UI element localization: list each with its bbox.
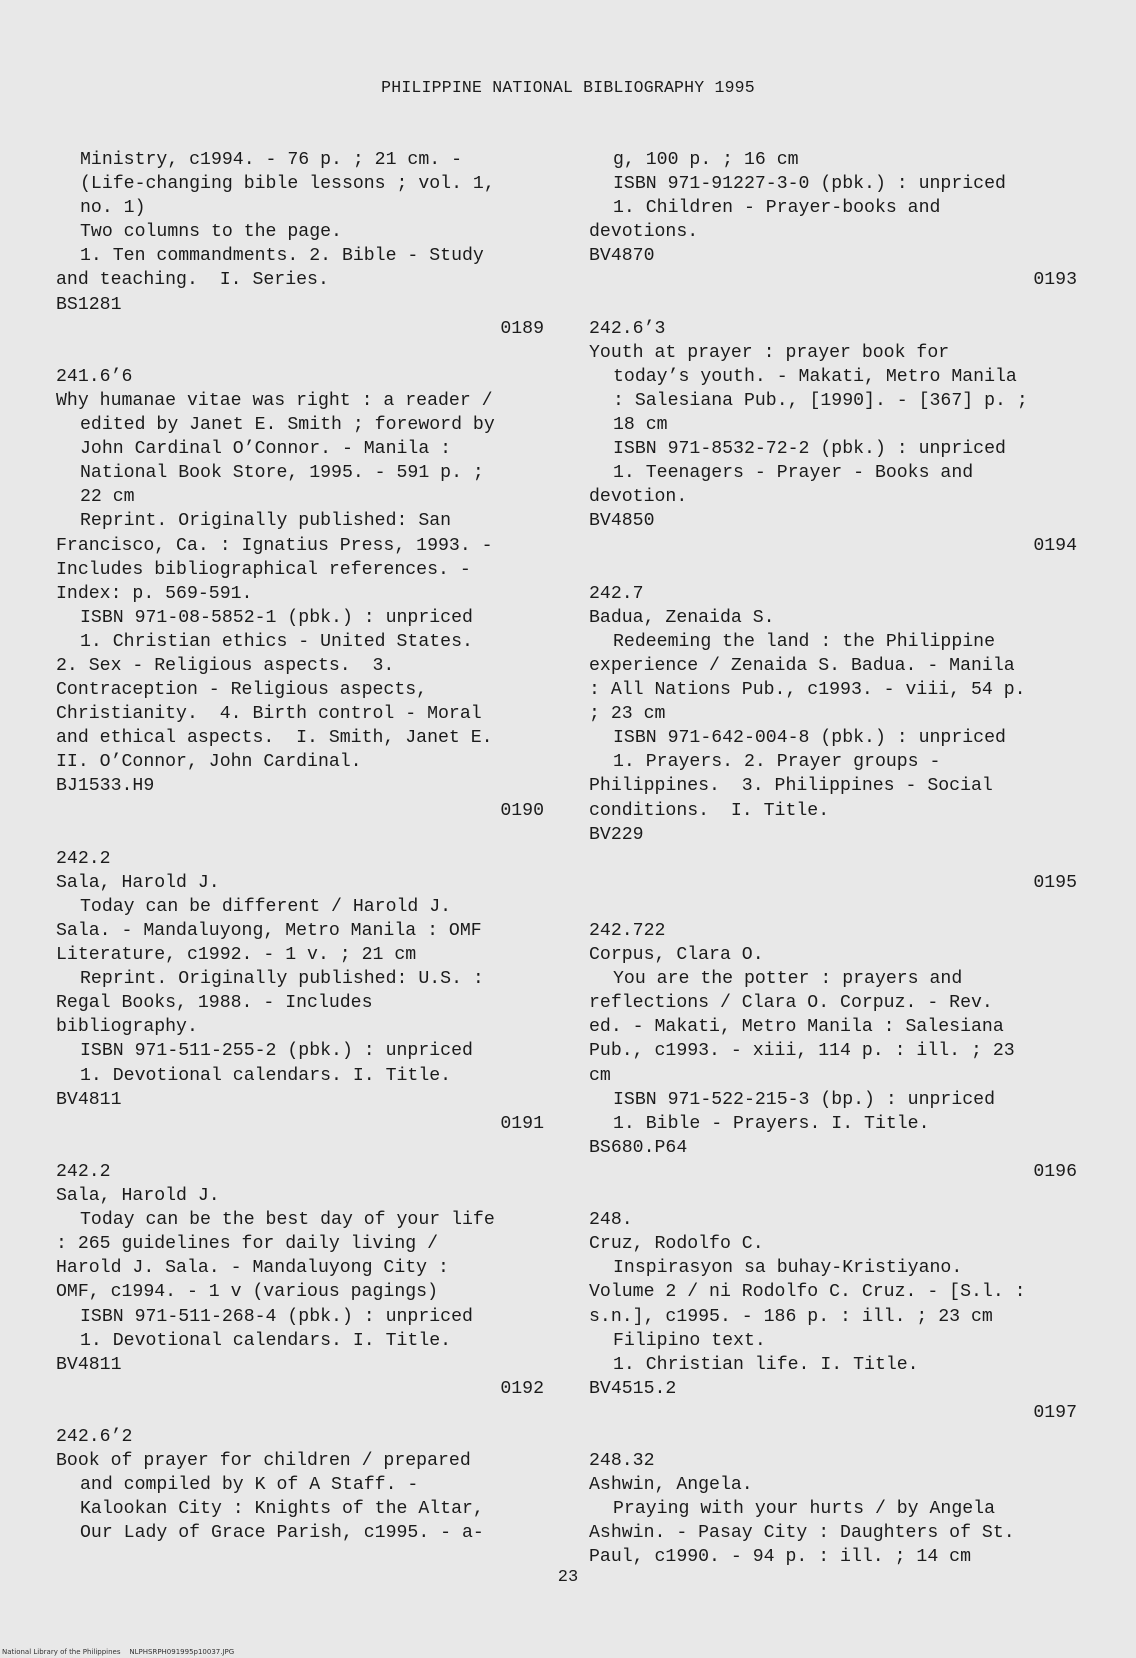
entry-title: John Cardinal O’Connor. - Manila : bbox=[80, 439, 452, 460]
class-number: 242.722 bbox=[589, 921, 666, 941]
page-title: PHILIPPINE NATIONAL BIBLIOGRAPHY 1995 bbox=[381, 78, 755, 97]
entry-0197 bbox=[589, 1208, 1079, 1425]
entry-note: Includes bibliographical references. - bbox=[56, 559, 471, 580]
entry-subjects: 1. Christian life. I. Title. bbox=[613, 1354, 919, 1375]
entry-number: 0190 bbox=[500, 800, 544, 821]
entry-title: Why humanae vitae was right : a reader / bbox=[56, 390, 493, 411]
entry-title: OMF, c1994. - 1 v (various pagings) bbox=[56, 1282, 438, 1303]
entry-subjects: 1. Teenagers - Prayer - Books and bbox=[613, 463, 974, 484]
entry-title: cm bbox=[589, 1065, 611, 1086]
entry-isbn: ISBN 971-511-255-2 (pbk.) : unpriced bbox=[80, 1041, 473, 1062]
entry-subjects: and ethical aspects. I. Smith, Janet E. bbox=[56, 728, 493, 749]
entry-title: edited by Janet E. Smith ; foreword by bbox=[80, 415, 495, 436]
entry-title: Volume 2 / ni Rodolfo C. Cruz. - [S.l. : bbox=[589, 1282, 1026, 1303]
entry-note: bibliography. bbox=[56, 1017, 198, 1038]
entry-isbn: ISBN 971-522-215-3 (bp.) : unpriced bbox=[613, 1089, 995, 1110]
class-number: 242.2 bbox=[56, 1161, 111, 1182]
entry-subjects: Philippines. 3. Philippines - Social bbox=[589, 776, 993, 797]
call-number: BV4870 bbox=[589, 246, 655, 267]
page-number: 23 bbox=[557, 1568, 579, 1587]
entry-subjects: 1. Devotional calendars. I. Title. bbox=[80, 1065, 452, 1086]
entry-title: s.n.], c1995. - 186 p. : ill. ; 23 cm bbox=[589, 1306, 993, 1327]
entry-title: Redeeming the land : the Philippine bbox=[613, 631, 995, 652]
left-column bbox=[56, 148, 546, 1545]
entry-subjects: 1. Devotional calendars. I. Title. bbox=[80, 1330, 452, 1351]
class-number: 242.6’3 bbox=[589, 318, 666, 339]
entry-note: Filipino text. bbox=[613, 1330, 766, 1351]
entry-note: Index: p. 569-591. bbox=[56, 583, 253, 604]
class-number: 241.6’6 bbox=[56, 366, 133, 387]
entry-number: 0191 bbox=[500, 1113, 544, 1134]
entry-line: no. 1) bbox=[80, 198, 146, 219]
entry-0190 bbox=[56, 365, 546, 823]
entry-title: National Book Store, 1995. - 591 p. ; bbox=[80, 463, 484, 484]
entry-0198-start bbox=[589, 1449, 1079, 1569]
entry-subjects: conditions. I. Title. bbox=[589, 800, 830, 821]
entry-note: Regal Books, 1988. - Includes bbox=[56, 993, 373, 1014]
entry-title: You are the potter : prayers and bbox=[613, 969, 963, 990]
entry-title: Inspirasyon sa buhay-Kristiyano. bbox=[613, 1258, 963, 1279]
entry-subjects: 1. Prayers. 2. Prayer groups - bbox=[613, 752, 941, 773]
entry-line: g, 100 p. ; 16 cm bbox=[613, 150, 799, 170]
entry-author: Sala, Harold J. bbox=[56, 1186, 220, 1207]
entry-0195 bbox=[589, 582, 1079, 895]
class-number: 242.2 bbox=[56, 848, 111, 869]
entry-subjects: devotion. bbox=[589, 487, 688, 508]
entry-isbn: ISBN 971-8532-72-2 (pbk.) : unpriced bbox=[613, 439, 1006, 460]
class-number: 248.32 bbox=[589, 1451, 655, 1472]
entry-title: experience / Zenaida S. Badua. - Manila bbox=[589, 655, 1015, 676]
entry-title: Today can be the best day of your life bbox=[80, 1210, 495, 1231]
entry-isbn: ISBN 971-511-268-4 (pbk.) : unpriced bbox=[80, 1306, 473, 1327]
entry-subjects: 1. Ten commandments. 2. Bible - Study bbox=[80, 246, 484, 267]
call-number: BV4850 bbox=[589, 511, 655, 532]
call-number: BV229 bbox=[589, 824, 644, 845]
entry-subjects: Christianity. 4. Birth control - Moral bbox=[56, 704, 482, 725]
entry-title: : All Nations Pub., c1993. - viii, 54 p. bbox=[589, 680, 1026, 701]
class-number: 248. bbox=[589, 1210, 633, 1231]
entry-title: Book of prayer for children / prepared bbox=[56, 1451, 471, 1472]
entry-number: 0192 bbox=[500, 1378, 544, 1399]
entry-subjects: II. O’Connor, John Cardinal. bbox=[56, 752, 362, 773]
entry-0189 bbox=[56, 148, 546, 341]
class-number: 242.6’2 bbox=[56, 1426, 133, 1447]
entry-subjects: and teaching. I. Series. bbox=[56, 270, 329, 291]
entry-number: 0189 bbox=[500, 318, 544, 339]
scan-footer: National Library of the Philippines NLPHSRPH091995p10037.JPG bbox=[2, 1648, 235, 1656]
entry-author: Badua, Zenaida S. bbox=[589, 607, 775, 628]
entry-title: today’s youth. - Makati, Metro Manila bbox=[613, 366, 1017, 387]
entry-title: 18 cm bbox=[613, 415, 668, 436]
entry-line: (Life-changing bible lessons ; vol. 1, bbox=[80, 174, 495, 195]
entry-title: Kalookan City : Knights of the Altar, bbox=[80, 1499, 484, 1520]
entry-isbn: ISBN 971-91227-3-0 (pbk.) : unpriced bbox=[613, 174, 1006, 195]
call-number: BV4811 bbox=[56, 1089, 122, 1110]
entry-title: ed. - Makati, Metro Manila : Salesiana bbox=[589, 1017, 1004, 1038]
class-number: 242.7 bbox=[589, 583, 644, 604]
entry-note: Francisco, Ca. : Ignatius Press, 1993. - bbox=[56, 535, 493, 556]
entry-note: Reprint. Originally published: U.S. : bbox=[80, 969, 484, 990]
right-column bbox=[589, 148, 1079, 1570]
entry-subjects: 2. Sex - Religious aspects. 3. bbox=[56, 655, 395, 676]
entry-line: Ministry, c1994. - 76 p. ; 21 cm. - bbox=[80, 150, 462, 170]
entry-isbn: ISBN 971-08-5852-1 (pbk.) : unpriced bbox=[80, 607, 473, 628]
entry-author: Sala, Harold J. bbox=[56, 872, 220, 893]
entry-number: 0194 bbox=[1033, 535, 1077, 556]
call-number: BJ1533.H9 bbox=[56, 776, 155, 797]
call-number: BV4811 bbox=[56, 1354, 122, 1375]
entry-author: Ashwin, Angela. bbox=[589, 1475, 753, 1496]
entry-title: Pub., c1993. - xiii, 114 p. : ill. ; 23 bbox=[589, 1041, 1015, 1062]
entry-note: Reprint. Originally published: San bbox=[80, 511, 452, 532]
entry-title: reflections / Clara O. Corpuz. - Rev. bbox=[589, 993, 993, 1014]
entry-title: Praying with your hurts / by Angela bbox=[613, 1499, 995, 1520]
entry-number: 0195 bbox=[1033, 872, 1077, 893]
entry-subjects: devotions. bbox=[589, 222, 699, 243]
entry-subjects: 1. Bible - Prayers. I. Title. bbox=[613, 1113, 930, 1134]
entry-title: : Salesiana Pub., [1990]. - [367] p. ; bbox=[613, 390, 1028, 411]
entry-title: Sala. - Mandaluyong, Metro Manila : OMF bbox=[56, 921, 482, 941]
entry-title: 22 cm bbox=[80, 487, 135, 508]
entry-0193-start bbox=[56, 1425, 546, 1545]
entry-subjects: 1. Children - Prayer-books and bbox=[613, 198, 941, 219]
entry-title: Today can be different / Harold J. bbox=[80, 896, 452, 917]
entry-title: and compiled by K of A Staff. - bbox=[80, 1475, 419, 1496]
entry-0196 bbox=[589, 919, 1079, 1184]
entry-number: 0197 bbox=[1033, 1402, 1077, 1423]
entry-number: 0196 bbox=[1033, 1161, 1077, 1182]
call-number: BS1281 bbox=[56, 294, 122, 315]
entry-0191 bbox=[56, 847, 546, 1136]
entry-title: Ashwin. - Pasay City : Daughters of St. bbox=[589, 1523, 1015, 1544]
entry-title: Our Lady of Grace Parish, c1995. - a- bbox=[80, 1523, 484, 1544]
call-number: BS680.P64 bbox=[589, 1137, 688, 1158]
entry-subjects: Contraception - Religious aspects, bbox=[56, 680, 428, 701]
entry-title: ; 23 cm bbox=[589, 704, 666, 725]
entry-0194 bbox=[589, 317, 1079, 558]
entry-title: Literature, c1992. - 1 v. ; 21 cm bbox=[56, 945, 417, 966]
entry-author: Cruz, Rodolfo C. bbox=[589, 1234, 764, 1255]
entry-title: Paul, c1990. - 94 p. : ill. ; 14 cm bbox=[589, 1547, 971, 1568]
entry-0193-end bbox=[589, 148, 1079, 293]
entry-0192 bbox=[56, 1160, 546, 1401]
entry-note: Two columns to the page. bbox=[80, 222, 342, 243]
entry-author: Corpus, Clara O. bbox=[589, 945, 764, 966]
entry-isbn: ISBN 971-642-004-8 (pbk.) : unpriced bbox=[613, 728, 1006, 749]
entry-title: : 265 guidelines for daily living / bbox=[56, 1234, 438, 1255]
call-number: BV4515.2 bbox=[589, 1378, 677, 1399]
entry-number: 0193 bbox=[1033, 270, 1077, 291]
entry-title: Youth at prayer : prayer book for bbox=[589, 342, 950, 363]
entry-title: Harold J. Sala. - Mandaluyong City : bbox=[56, 1258, 449, 1279]
entry-subjects: 1. Christian ethics - United States. bbox=[80, 631, 473, 652]
